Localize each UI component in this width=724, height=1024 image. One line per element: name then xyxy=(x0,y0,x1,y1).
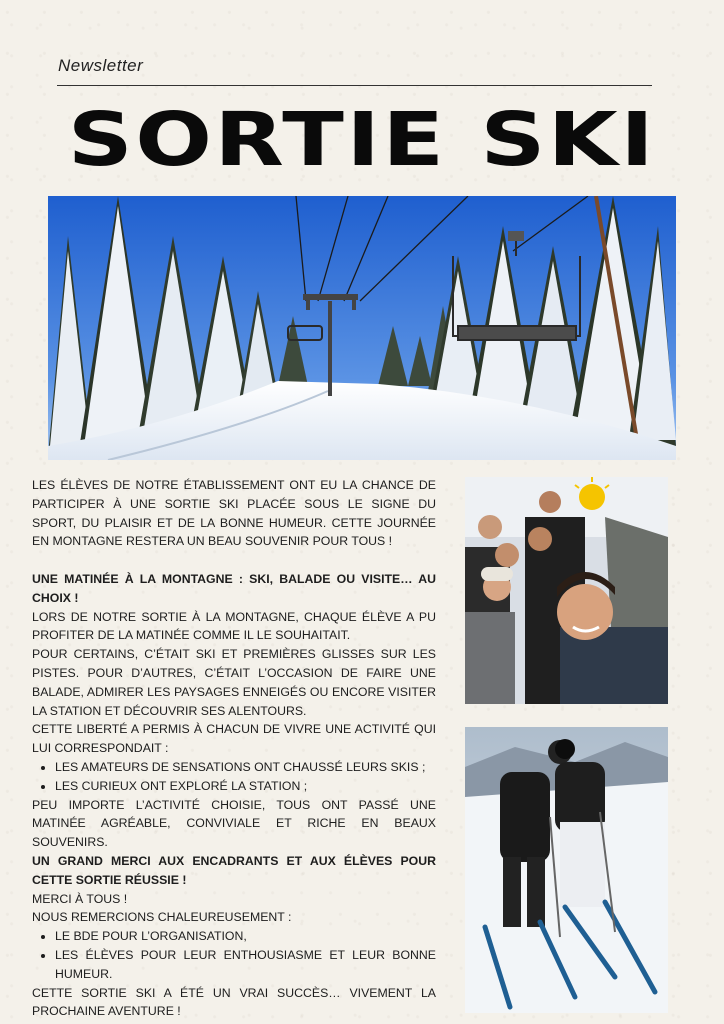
thanks-list xyxy=(32,927,436,983)
paragraph: POUR CERTAINS, C’ÉTAIT SKI ET PREMIÈRES GLISSES SUR LES PISTES. POUR D’AUTRES, C’ÉTAIT L’OCCASION DE FAIRE UNE BALADE, ADMIRER LES PAYSAGES ENNEIGÉS OU ENCORE VISITER LA STATION ET DÉCOUVRIR SES ALENTOURS. xyxy=(32,647,436,718)
skiers-illustration xyxy=(465,727,668,1013)
article-body xyxy=(32,476,436,1021)
ski-lift-illustration xyxy=(48,196,676,460)
paragraph: MERCI À TOUS ! xyxy=(32,891,128,906)
page-title: SORTIE SKI xyxy=(67,97,657,183)
newsletter-label: Newsletter xyxy=(58,56,144,75)
list-item: • LES CURIEUX ONT EXPLORÉ LA STATION ; xyxy=(55,777,436,796)
paragraph: CETTE LIBERTÉ A PERMIS À CHACUN DE VIVRE UNE ACTIVITÉ QUI LUI CORRESPONDAIT : xyxy=(32,722,436,756)
list-item: • LE BDE POUR L’ORGANISATION, xyxy=(55,927,436,946)
group-selfie-illustration xyxy=(465,477,668,704)
section-heading-morning: UNE MATINÉE À LA MONTAGNE : SKI, BALADE OU VISITE… AU CHOIX ! xyxy=(32,571,436,605)
group-selfie-photo xyxy=(465,477,668,704)
activity-list xyxy=(32,758,436,796)
hero-image xyxy=(48,196,676,460)
paragraph: LORS DE NOTRE SORTIE À LA MONTAGNE, CHAQUE ÉLÈVE A PU PROFITER DE LA MATINÉE COMME IL LE SOUHAITAIT. xyxy=(32,609,436,643)
list-item: • LES ÉLÈVES POUR LEUR ENTHOUSIASME ET LEUR BONNE HUMEUR. xyxy=(55,946,436,984)
intro-paragraph: LES ÉLÈVES DE NOTRE ÉTABLISSEMENT ONT EU LA CHANCE DE PARTICIPER À UNE SORTIE SKI PLACÉE SOUS LE SIGNE DU SPORT, DU PLAISIR ET DE LA BONNE HUMEUR. CETTE JOURNÉE EN MONTAGNE RESTERA UN BEAU SOUVENIR POUR TOUS ! xyxy=(32,478,436,549)
list-item: • LES AMATEURS DE SENSATIONS ONT CHAUSSÉ LEURS SKIS ; xyxy=(55,758,436,777)
section-heading-thanks: UN GRAND MERCI AUX ENCADRANTS ET AUX ÉLÈVES POUR CETTE SORTIE RÉUSSIE ! xyxy=(32,853,436,887)
skiers-photo xyxy=(465,727,668,1013)
paragraph: NOUS REMERCIONS CHALEUREUSEMENT : xyxy=(32,910,292,925)
paragraph: PEU IMPORTE L’ACTIVITÉ CHOISIE, TOUS ONT PASSÉ UNE MATINÉE AGRÉABLE, CONVIVIALE ET RICHE EN BEAUX SOUVENIRS. xyxy=(32,797,436,850)
header-divider xyxy=(57,85,652,86)
closing-paragraph: CETTE SORTIE SKI A ÉTÉ UN VRAI SUCCÈS… VIVEMENT LA PROCHAINE AVENTURE ! xyxy=(32,985,436,1019)
